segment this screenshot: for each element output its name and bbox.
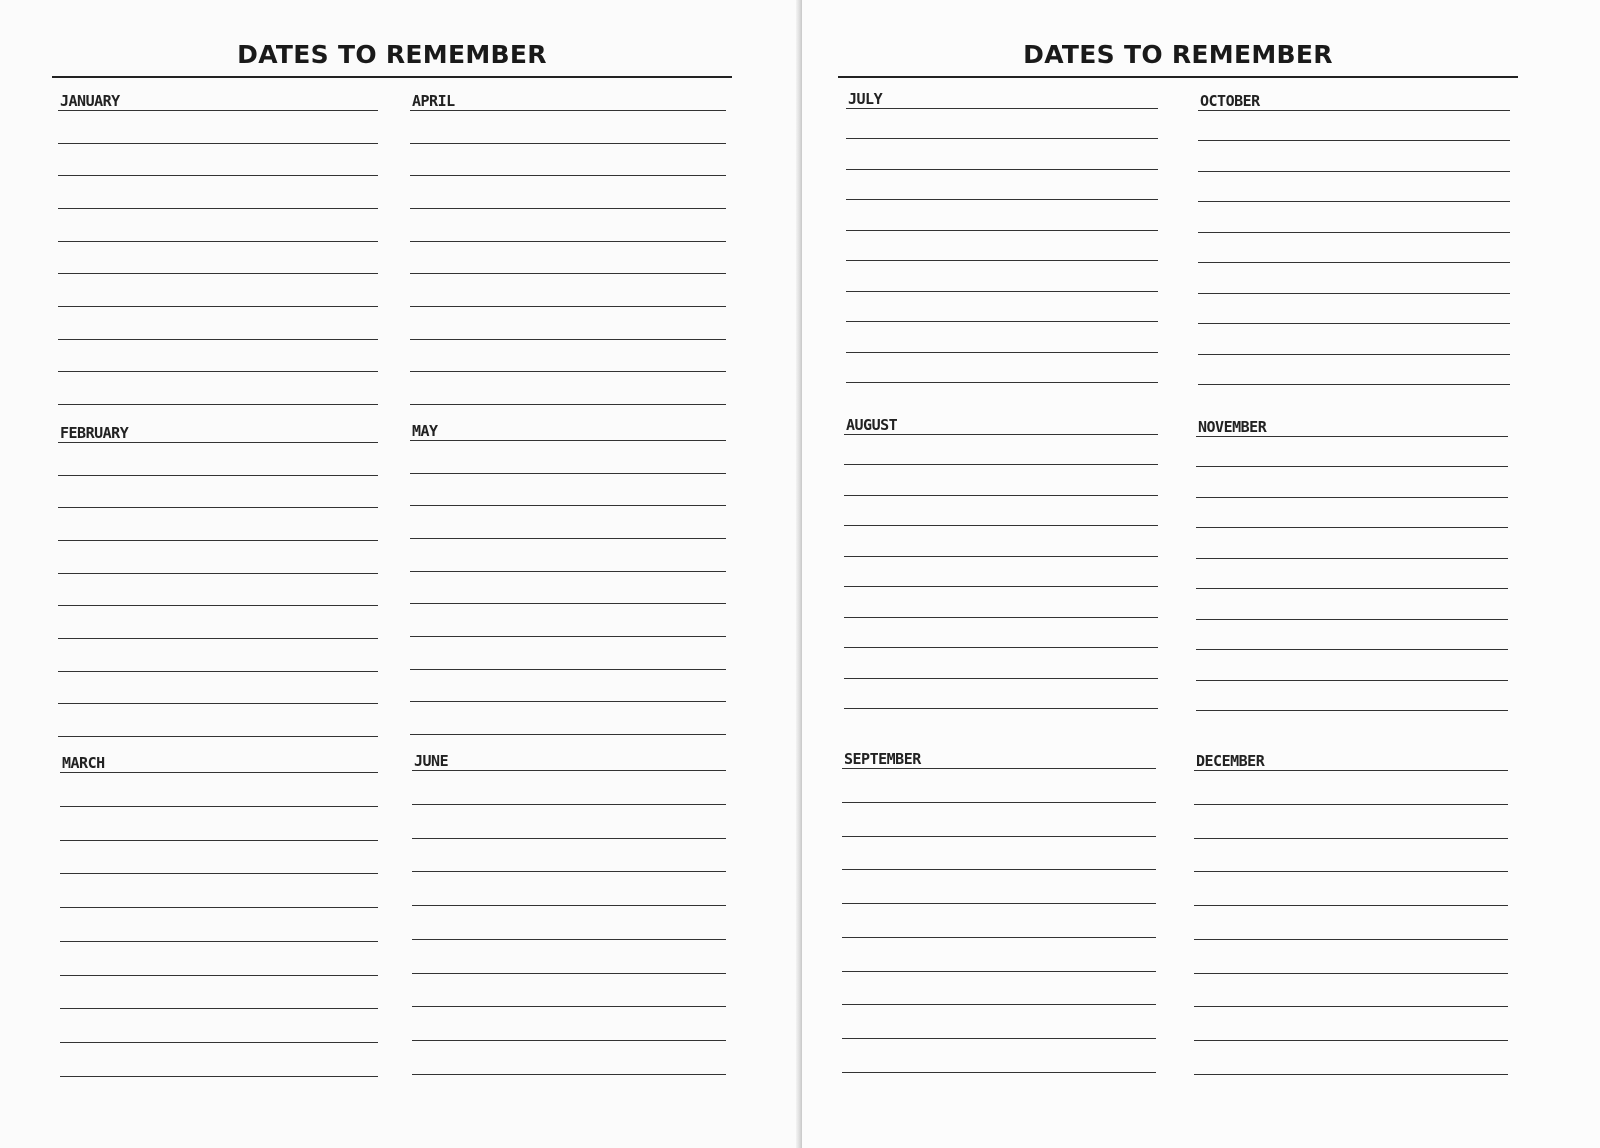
writing-line [410,538,726,539]
month-block-september [842,750,1156,1080]
writing-line [844,647,1158,648]
writing-line [844,617,1158,618]
writing-line [1198,232,1510,233]
writing-line [846,382,1158,383]
writing-line [60,1008,378,1009]
writing-line [58,671,378,672]
writing-line [842,1072,1156,1073]
writing-line [844,708,1158,709]
writing-line [846,321,1158,322]
writing-line [1194,1006,1508,1007]
writing-line [846,230,1158,231]
writing-line [1196,619,1508,620]
writing-line [1198,201,1510,202]
writing-line [60,941,378,942]
writing-line [412,871,726,872]
month-label-july: JULY [848,90,883,108]
month-label-november: NOVEMBER [1198,418,1267,436]
writing-line [410,636,726,637]
writing-line [1196,466,1508,467]
writing-line [60,873,378,874]
writing-line [1198,293,1510,294]
month-block-july [846,90,1158,390]
month-label-may: MAY [412,422,438,440]
writing-line [842,802,1156,803]
writing-line [410,339,726,340]
writing-line [1198,140,1510,141]
writing-line [58,605,378,606]
writing-line [844,678,1158,679]
month-label-august: AUGUST [846,416,898,434]
writing-line [412,939,726,940]
writing-line [1198,354,1510,355]
writing-line [1196,558,1508,559]
writing-line [58,175,378,176]
writing-line [410,110,726,111]
writing-line [410,473,726,474]
writing-line [58,736,378,737]
writing-line [1198,323,1510,324]
writing-line [58,638,378,639]
writing-line [846,352,1158,353]
month-block-december [1194,752,1508,1082]
writing-line [846,169,1158,170]
month-label-september: SEPTEMBER [844,750,921,768]
writing-line [410,143,726,144]
month-block-october [1198,92,1510,392]
writing-line [1194,871,1508,872]
writing-line [58,143,378,144]
writing-line [1196,527,1508,528]
writing-line [412,973,726,974]
writing-line [410,273,726,274]
writing-line [844,556,1158,557]
writing-line [58,371,378,372]
month-label-february: FEBRUARY [60,424,129,442]
writing-line [412,1006,726,1007]
writing-line [58,241,378,242]
writing-line [410,371,726,372]
writing-line [58,507,378,508]
writing-line [1198,171,1510,172]
writing-line [58,404,378,405]
writing-line [410,734,726,735]
writing-line [844,525,1158,526]
writing-line [60,975,378,976]
writing-line [412,804,726,805]
writing-line [58,703,378,704]
writing-line [844,586,1158,587]
month-label-march: MARCH [62,754,105,772]
writing-line [412,1074,726,1075]
writing-line [1196,649,1508,650]
month-block-february [58,424,378,744]
writing-line [410,404,726,405]
writing-line [842,903,1156,904]
writing-line [412,905,726,906]
writing-line [60,772,378,773]
writing-line [60,840,378,841]
writing-line [410,440,726,441]
writing-line [410,571,726,572]
writing-line [846,138,1158,139]
writing-line [1196,588,1508,589]
title-rule-right [838,76,1518,78]
writing-line [1194,939,1508,940]
month-block-june [412,752,726,1082]
writing-line [58,306,378,307]
writing-line [58,573,378,574]
writing-line [60,907,378,908]
writing-line [60,1042,378,1043]
writing-line [410,208,726,209]
writing-line [1196,710,1508,711]
writing-line [410,241,726,242]
writing-line [846,291,1158,292]
writing-line [842,869,1156,870]
page-title-left: DATES TO REMEMBER [237,40,547,69]
writing-line [844,464,1158,465]
month-label-june: JUNE [414,752,449,770]
month-label-april: APRIL [412,92,455,110]
writing-line [58,208,378,209]
writing-line [842,971,1156,972]
writing-line [1194,1074,1508,1075]
writing-line [842,768,1156,769]
month-block-april [410,92,726,412]
writing-line [1198,110,1510,111]
writing-line [844,434,1158,435]
writing-line [412,770,726,771]
month-block-january [58,92,378,412]
writing-line [410,701,726,702]
writing-line [1198,262,1510,263]
writing-line [1196,497,1508,498]
right-page [802,0,1600,1148]
writing-line [1194,905,1508,906]
writing-line [844,495,1158,496]
writing-line [846,108,1158,109]
writing-line [58,339,378,340]
writing-line [1194,838,1508,839]
writing-line [60,1076,378,1077]
writing-line [60,806,378,807]
writing-line [58,110,378,111]
writing-line [58,540,378,541]
writing-line [410,175,726,176]
writing-line [58,442,378,443]
writing-line [1196,680,1508,681]
month-block-may [410,422,726,742]
writing-line [842,1038,1156,1039]
writing-line [846,199,1158,200]
writing-line [410,669,726,670]
writing-line [412,838,726,839]
writing-line [412,1040,726,1041]
writing-line [1198,384,1510,385]
writing-line [410,306,726,307]
writing-line [1194,1040,1508,1041]
writing-line [1194,804,1508,805]
writing-line [410,505,726,506]
writing-line [58,475,378,476]
writing-line [842,1004,1156,1005]
month-label-october: OCTOBER [1200,92,1260,110]
writing-line [842,836,1156,837]
writing-line [410,603,726,604]
writing-line [58,273,378,274]
month-block-november [1196,418,1508,718]
writing-line [842,937,1156,938]
page-title-right: DATES TO REMEMBER [1023,40,1333,69]
writing-line [1196,436,1508,437]
title-rule-left [52,76,732,78]
month-block-march [60,754,378,1084]
month-label-december: DECEMBER [1196,752,1265,770]
month-label-january: JANUARY [60,92,120,110]
writing-line [1194,770,1508,771]
month-block-august [844,416,1158,716]
writing-line [1194,973,1508,974]
writing-line [846,260,1158,261]
